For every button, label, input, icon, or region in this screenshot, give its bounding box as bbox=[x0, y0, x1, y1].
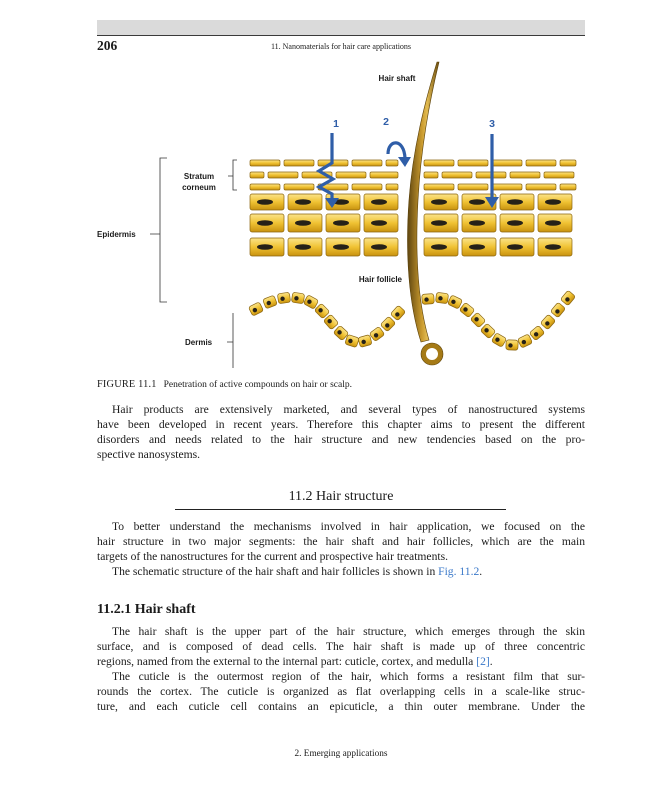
page-number: 206 bbox=[97, 38, 118, 53]
hair-follicle-label: Hair follicle bbox=[358, 275, 402, 284]
stratum-corneum-cell bbox=[386, 160, 398, 166]
dermis-cell bbox=[560, 290, 575, 306]
page-footer: 2. Emerging applications bbox=[294, 749, 388, 759]
text-line bbox=[97, 654, 585, 669]
dermis-cell bbox=[435, 292, 448, 303]
epidermis-cell-nucleus bbox=[507, 220, 523, 226]
stratum-corneum-cell bbox=[492, 160, 522, 166]
text-segment: regions, named from the external to the internal part: cuticle, cortex, and medulla bbox=[97, 655, 477, 668]
stratum-corneum-cell bbox=[526, 184, 556, 190]
stratum-corneum-cell bbox=[458, 160, 488, 166]
dermis-cell bbox=[422, 294, 435, 305]
stratum-corneum-cell bbox=[352, 184, 382, 190]
dermis-cell bbox=[248, 302, 263, 316]
text-segment: . bbox=[489, 655, 493, 668]
epidermis-cell-nucleus bbox=[295, 220, 311, 226]
dermis-label: Dermis bbox=[185, 338, 213, 347]
text-line: have been developed in recent years. Therefore this chapter aims to present the different bbox=[97, 418, 585, 431]
text-line bbox=[97, 564, 585, 579]
stratum-corneum-label-line1: Stratum bbox=[183, 172, 215, 181]
epidermis-cell-nucleus bbox=[257, 220, 273, 226]
epidermis-cell-nucleus bbox=[431, 220, 447, 226]
epidermis-cell-nucleus bbox=[545, 199, 561, 205]
epidermis-cell-nucleus bbox=[469, 220, 485, 226]
stratum-corneum-cell bbox=[284, 184, 314, 190]
dermis-cell bbox=[529, 325, 545, 340]
dermis-bracket bbox=[227, 313, 233, 368]
epidermis-cell-nucleus bbox=[257, 199, 273, 205]
dermis-cell bbox=[491, 333, 506, 348]
dermis-cell bbox=[345, 334, 360, 347]
section-paragraphs bbox=[97, 519, 585, 579]
dermis-cell bbox=[358, 335, 372, 348]
epidermis-cell-nucleus bbox=[545, 244, 561, 250]
epidermis-cell-nucleus bbox=[469, 244, 485, 250]
epidermis-cell-nucleus bbox=[295, 199, 311, 205]
subsection-paragraphs bbox=[97, 624, 585, 714]
text-line: spective nanosystems. bbox=[97, 448, 201, 461]
figure-caption bbox=[97, 376, 585, 392]
epidermis-bracket bbox=[150, 158, 167, 302]
epidermis-cell-nucleus bbox=[371, 244, 387, 250]
dermis-cell bbox=[540, 314, 555, 330]
text-line: targets of the nanostructures for the current and prospective hair treatments. bbox=[97, 550, 449, 563]
stratum-corneum-cell bbox=[510, 172, 540, 178]
dermis-cell bbox=[277, 292, 290, 304]
text-line: surface, and is composed of dead cells. The hair shaft is made up of three concentric bbox=[97, 640, 585, 653]
stratum-corneum-cell bbox=[250, 172, 264, 178]
text-line: hair structure in two major segments: the hair shaft and hair follicles, which are the main bbox=[97, 535, 585, 548]
stratum-corneum-cell bbox=[268, 172, 298, 178]
header-band bbox=[97, 20, 585, 36]
epidermis-cell-nucleus bbox=[545, 220, 561, 226]
hair-shaft-label: Hair shaft bbox=[378, 74, 416, 83]
text-segment: The schematic structure of the hair shaft and hair follicles is shown in bbox=[112, 565, 439, 578]
epidermis-cell-nucleus bbox=[295, 244, 311, 250]
text-segment: . bbox=[479, 565, 483, 578]
figure-caption-label: FIGURE 11.1 bbox=[97, 379, 157, 390]
epidermis-cell-nucleus bbox=[371, 199, 387, 205]
dermis-cell bbox=[291, 292, 304, 304]
stratum-corneum-cell bbox=[250, 184, 280, 190]
text-line: The cuticle is the outermost region of the hair, which forms a resistant film that sur- bbox=[112, 670, 585, 683]
running-head: 11. Nanomaterials for hair care applications bbox=[270, 42, 412, 51]
epidermis-cell-nucleus bbox=[469, 199, 485, 205]
text-line: disorders and needs related to the hair structure and new tendencies based on the pro- bbox=[97, 433, 585, 446]
dermis-cell bbox=[550, 302, 565, 318]
citation-2-link[interactable]: [2] bbox=[476, 655, 490, 668]
epidermis-cell-nucleus bbox=[333, 244, 349, 250]
section-rule bbox=[175, 509, 506, 510]
stratum-corneum-cell bbox=[284, 160, 314, 166]
epidermis-cell-nucleus bbox=[431, 199, 447, 205]
stratum-corneum-bracket bbox=[228, 160, 237, 190]
dermis-cell bbox=[470, 312, 486, 328]
hair-bulb bbox=[424, 346, 441, 363]
dermis-cell bbox=[480, 323, 496, 339]
figure-11-2-link[interactable]: Fig. 11.2 bbox=[438, 565, 480, 578]
text-line: The hair shaft is the upper part of the hair structure, which emerges through the skin bbox=[112, 625, 585, 638]
stratum-corneum-cell bbox=[442, 172, 472, 178]
stratum-corneum-cell bbox=[386, 184, 398, 190]
dermis-cell bbox=[303, 295, 318, 310]
stratum-corneum-cell bbox=[458, 184, 488, 190]
dermis-cell bbox=[369, 326, 385, 341]
epidermis-label: Epidermis bbox=[97, 230, 136, 239]
text-line: ture, and each cuticle cell contains an epicuticle, a thin outer membrane. Under the bbox=[97, 700, 585, 713]
subsection-title: 11.2.1 Hair shaft bbox=[97, 602, 196, 617]
stratum-corneum-cell bbox=[336, 172, 366, 178]
stratum-corneum-cell bbox=[544, 172, 574, 178]
stratum-corneum-cell bbox=[492, 184, 522, 190]
stratum-corneum-label-line2: corneum bbox=[182, 183, 216, 192]
dermis-cell bbox=[517, 334, 532, 348]
dermis-cell bbox=[380, 316, 396, 332]
epidermis-cell-nucleus bbox=[371, 220, 387, 226]
text-line: To better understand the mechanisms involved in hair application, we focused on the bbox=[112, 520, 585, 533]
figure-caption-text: Penetration of active compounds on hair or scalp. bbox=[163, 380, 352, 390]
stratum-corneum-cell bbox=[560, 184, 576, 190]
stratum-corneum-cell bbox=[424, 160, 454, 166]
epidermis-cell-nucleus bbox=[257, 244, 273, 250]
dermis-cell bbox=[263, 295, 278, 309]
stratum-corneum-cell bbox=[526, 160, 556, 166]
intro-paragraph bbox=[97, 402, 585, 462]
arrow-2-number: 2 bbox=[383, 116, 389, 128]
stratum-corneum-cell bbox=[560, 160, 576, 166]
epidermis-cell-nucleus bbox=[507, 244, 523, 250]
dermis-cell bbox=[506, 340, 518, 350]
dermis-cell bbox=[459, 302, 475, 317]
stratum-corneum-cell bbox=[424, 172, 438, 178]
arrow-3-number: 3 bbox=[489, 118, 495, 130]
epidermis-cell-nucleus bbox=[507, 199, 523, 205]
dermis-cell bbox=[390, 305, 405, 321]
stratum-corneum-cell bbox=[250, 160, 280, 166]
section-title: 11.2 Hair structure bbox=[288, 489, 394, 504]
text-line: rounds the cortex. The cuticle is organized as flat overlapping cells in a scale-like struc- bbox=[97, 685, 585, 698]
stratum-corneum-cell bbox=[352, 160, 382, 166]
epidermis-cell-nucleus bbox=[431, 244, 447, 250]
epidermis-cell-nucleus bbox=[333, 220, 349, 226]
figure-hair-penetration-diagram bbox=[0, 55, 648, 375]
stratum-corneum-cell bbox=[424, 184, 454, 190]
stratum-corneum-cell bbox=[370, 172, 398, 178]
dermis-cell bbox=[447, 295, 462, 309]
dermis-cell bbox=[323, 314, 338, 330]
arrow-1-number: 1 bbox=[333, 118, 339, 130]
text-line: Hair products are extensively marketed, and several types of nanostructured systems bbox=[112, 403, 585, 416]
dermis-cell bbox=[314, 303, 330, 319]
